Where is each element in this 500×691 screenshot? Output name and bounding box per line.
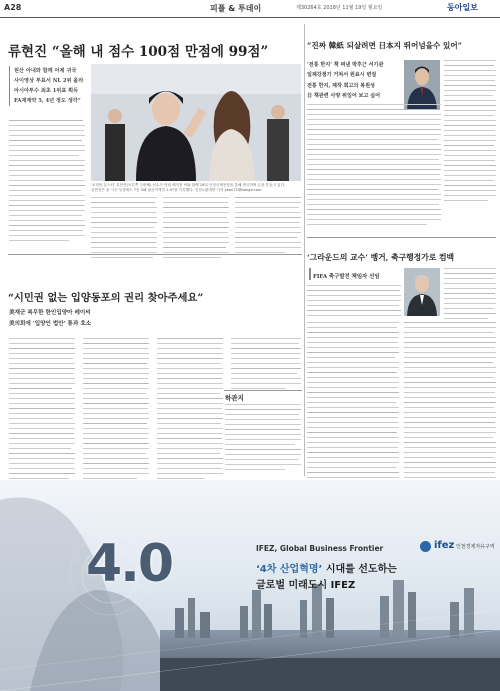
- deck-line: 일제강점기 거쳐서 원료시 변질: [307, 72, 377, 79]
- divider: [307, 237, 496, 238]
- ad-headline-rest: 시대를 선도하는: [322, 564, 397, 575]
- caption-line: 류현진은 올 시즌 부상에도 7승 3패 평균자책점 1.97을 기록했다. 인천=원대연 기자 yeon72@donga.com: [91, 188, 262, 192]
- article-deck-adoptee: [9, 308, 91, 330]
- short-item-title: 하관지: [225, 394, 244, 402]
- ad-headline-line1: [256, 560, 397, 575]
- page-number: A28: [4, 3, 22, 12]
- article-headline-ryu: 류현진 “올해 내 점수 100점 만점에 99점”: [8, 44, 269, 60]
- ad-background-art: [0, 480, 500, 691]
- deck-line: FA재계약 5, 4년 정도 생각”: [14, 98, 81, 104]
- ryu-photo: [91, 64, 301, 181]
- person-photo: [404, 268, 440, 316]
- article-deck-ryu: [9, 66, 90, 106]
- column-rule: [304, 24, 305, 476]
- ad-subtitle: IFEZ, Global Business Frontier: [256, 544, 384, 553]
- deck-line: 전통 한지, 제작 회고의 복원성: [307, 82, 375, 89]
- newspaper-name: 동아일보: [447, 3, 478, 12]
- ifez-logo: [420, 540, 496, 554]
- divider: [8, 254, 302, 255]
- article-body-wenger-lead: [307, 285, 401, 320]
- article-body-hanji-side: [444, 60, 496, 205]
- article-body-wenger-side: [444, 268, 496, 323]
- short-item-body: [225, 404, 301, 474]
- ifez-logo-text: ifez: [434, 540, 455, 551]
- ifez-logo-mark: [420, 541, 431, 552]
- article-headline-wenger: ‘그라운드의 교수’ 벵거, 축구행정가로 컴백: [307, 253, 455, 262]
- caption-line: '코리안 몬스터' 류현진(오른쪽 두번째) 선수가 아내 배지현 씨와 함께 18일 인천국제공항을 통해 귀국하며 손을 흔들고 있다.: [91, 183, 286, 187]
- divider: [224, 390, 302, 391]
- ifez-logo-subtitle: 인천경제자유구역: [456, 544, 495, 550]
- deck-rule: [309, 268, 311, 280]
- ad-headline-highlight: ‘4차 산업혁명’: [256, 564, 323, 575]
- deck-line: 美의회에 ‘입양인 법안’ 통과 호소: [9, 321, 92, 327]
- deck-line: ‘전통 한지’ 책 펴낸 박후근 서기관: [307, 62, 384, 68]
- ad-big-number: 4.0: [86, 534, 173, 594]
- hanji-author-photo: [404, 60, 440, 110]
- person-photo: [404, 60, 440, 110]
- deck-line: 美재군 복무한 한인입양아 레이씨: [9, 310, 91, 316]
- issue-meta: 제30264호 2018년 11월 19일 월요일: [296, 5, 383, 11]
- article-deck-hanji: [307, 60, 403, 101]
- wenger-photo: [404, 268, 440, 316]
- section-title: 피플 & 투데이: [210, 4, 262, 13]
- deck-line: 원산 아내와 함께 어제 귀국: [14, 68, 77, 74]
- ifez-advertisement: [0, 480, 500, 691]
- ryu-photo-figures: [91, 64, 301, 181]
- deck-line: 사이영상 투표서 NL 2위 올라: [14, 78, 84, 84]
- ad-headline-line2: 글로벌 미래도시 IFEZ: [256, 580, 356, 591]
- deck-line: 日 책관련 사양 위임어 보고 싶어: [307, 92, 381, 99]
- article-headline-adoptee: “시민권 없는 입양동포의 권리 찾아주세요”: [8, 292, 204, 304]
- article-headline-hanji: “진짜 韓紙 되살려면 日本지 뛰어넘을수 있어”: [307, 41, 463, 50]
- article-deck-wenger: FIFA 축구발전 책임자 선임: [313, 274, 380, 280]
- article-body-ryu-col1: [9, 120, 85, 245]
- photo-caption-ryu: [91, 183, 301, 193]
- deck-line: 아시아투수 최초 1위표 획득: [14, 88, 79, 94]
